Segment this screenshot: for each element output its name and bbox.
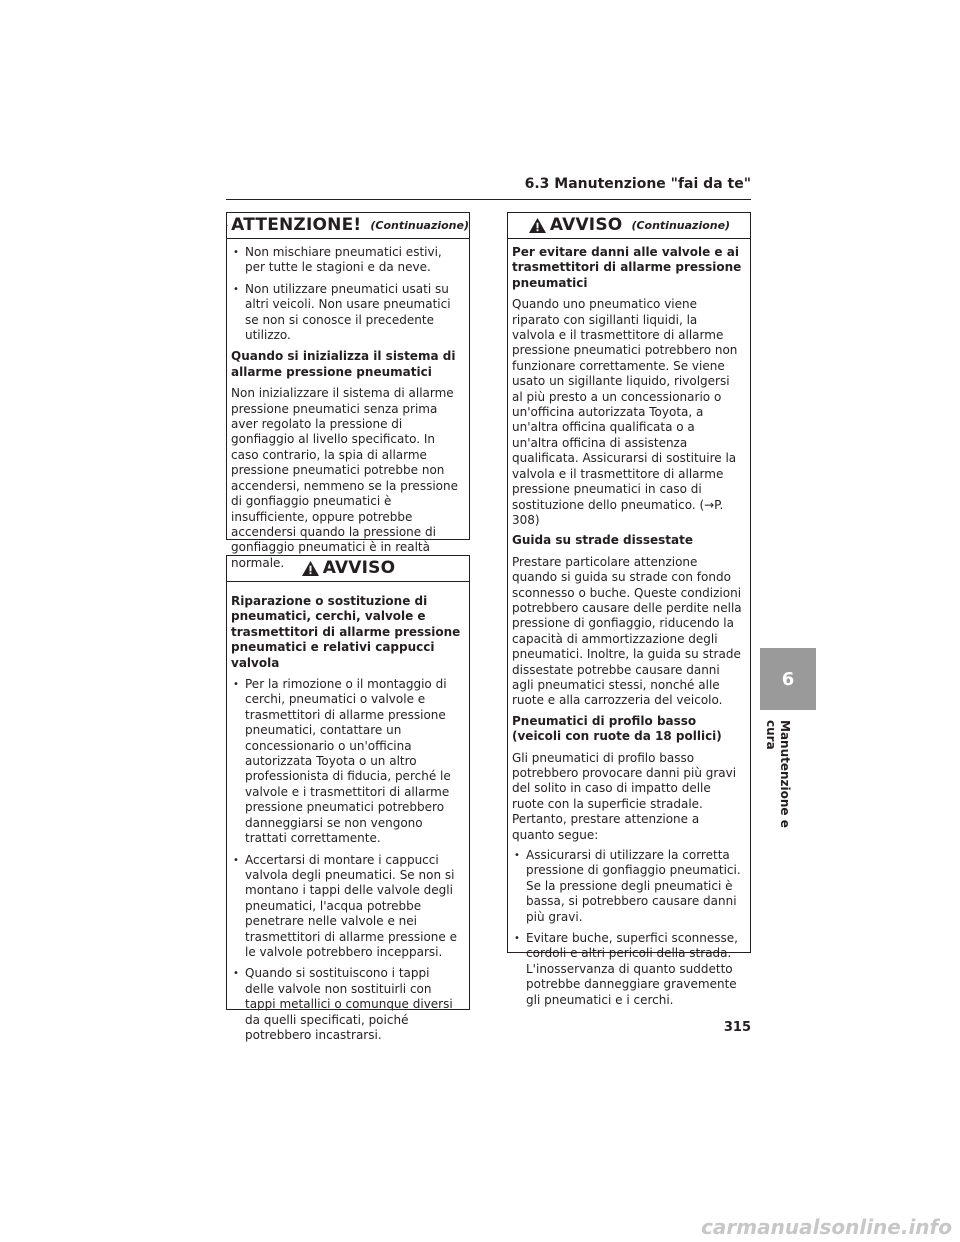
notice-left-bullet-1: • Per la rimozione o il montaggio di cerchi, pneumatici o valvole e trasmettitori di allarme pressione pneumatici, contattare un concessionario o un'officina autorizzata Toyota o un altro professionista di fiducia, perché le valvole e i trasmettitori di allarme pressione pneumatici potrebbero danneggiarsi se non vengono trattati correttamente. xyxy=(231,677,461,846)
notice-left-bullet-3: • Quando si sostituiscono i tappi delle valvole non sostituirli con tappi metallici o comunque diversi da quelli specificati, poiché potrebbero incastrarsi. xyxy=(231,966,461,1043)
chapter-tab: 6 xyxy=(760,648,816,710)
header-rule xyxy=(226,199,751,200)
notice-right-title: AVVISO xyxy=(549,214,623,235)
notice-right-heading-3a: Pneumatici di profilo basso xyxy=(512,713,697,728)
notice-right-subtitle: (Continuazione) xyxy=(631,218,731,232)
notice-right-heading-1: Per evitare danni alle valvole e ai trasmettitori di allarme pressione pneumatici xyxy=(512,245,742,290)
notice-box-right-title xyxy=(508,213,750,239)
warning-subtitle: (Continuazione) xyxy=(370,218,469,232)
notice-left-bullet-2: • Accertarsi di montare i cappucci valvola degli pneumatici. Se non si montano i tappi delle valvole degli pneumatici, l'acqua potrebbe penetrare nelle valvole e nei trasmettitori di allarme pressione e le valvole potrebbero incepparsi. xyxy=(231,853,461,961)
section-header: 6.3 Manutenzione "fai da te" xyxy=(524,176,751,192)
notice-box-left xyxy=(226,555,470,1042)
notice-left-title: AVVISO xyxy=(322,557,396,578)
notice-box-left-title xyxy=(227,556,469,582)
notice-right-text-1: Quando uno pneumatico viene riparato con sigillanti liquidi, la valvola e il trasmettitore di allarme pressione pneumatici potrebbero non funzionare correttamente. Se viene usato un sigillante liquido, rivolgersi al più presto a un concessionario o un'officina autorizzata Toyota, a un'altra officina qualificata o a un'altra officina di assistenza qualificata. Assicurarsi di sostituire la valvola e il trasmettitore di allarme pressione pneumatici in caso di sostituzione dello pneumatico. (→P. 308) xyxy=(512,297,738,527)
notice-right-text-2: Prestare particolare attenzione quando si guida su strade con fondo sconnesso o buche. Queste condizioni potrebbero causare delle perdite nella pressione di gonfiaggio, riducendo la capacità di ammortizzazione degli pneumatici. Inoltre, la guida su strade dissestate potrebbe causare danni agli pneumatici stessi, nonché alle ruote e alla carrozzeria del veicolo. xyxy=(512,554,742,708)
notice-right-heading-3b: (veicoli con ruote da 18 pollici) xyxy=(512,729,722,744)
notice-right-bullet-2: • Evitare buche, superfici sconnesse, cordoli e altri pericoli della strada. L'inosservanza di quanto suddetto potrebbe danneggiare gravemente gli pneumatici e i cerchi. xyxy=(512,931,742,1008)
notice-box-right xyxy=(507,212,751,1007)
notice-right-text-3: Gli pneumatici di profilo basso potrebbero provocare danni più gravi del solito in caso di impatto delle ruote con la superficie stradale. Pertanto, prestare attenzione a quanto segue: xyxy=(512,750,737,842)
chapter-label: Manutenzione e cura xyxy=(764,720,792,828)
warning-bullet-1: • Non mischiare pneumatici estivi, per tutte le stagioni e da neve. xyxy=(231,245,461,276)
notice-right-heading-2: Guida su strade dissestate xyxy=(512,533,694,548)
warning-heading: Quando si inizializza il sistema di allarme pressione pneumatici xyxy=(231,349,456,379)
warning-title: ATTENZIONE! xyxy=(231,214,362,235)
warning-box-title xyxy=(227,213,469,239)
page-number: 315 xyxy=(723,1020,751,1035)
notice-left-heading: Riparazione o sostituzione di pneumatici, cerchi, valvole e trasmettitori di allarme pressione pneumatici e relativi cappucci valvola xyxy=(231,594,461,670)
warning-bullet-2: • Non utilizzare pneumatici usati su altri veicoli. Non usare pneumatici se non si conosce il precedente utilizzo. xyxy=(231,282,461,344)
notice-triangle-icon xyxy=(301,560,320,577)
watermark: carmanualsonline.info xyxy=(701,1215,952,1239)
warning-text: Non inizializzare il sistema di allarme pressione pneumatici senza prima aver regolato la pressione di gonfiaggio al livello specificato. In caso contrario, la spia di allarme pressione pneumatici potrebbe non accendersi, nemmeno se la pressione di gonfiaggio pneumatici è insufficiente, oppure potrebbe accendersi quando la pressione di gonfiaggio pneumatici è in realtà normale. xyxy=(231,386,458,570)
notice-triangle-icon xyxy=(528,217,547,234)
notice-right-bullet-1: • Assicurarsi di utilizzare la corretta pressione di gonfiaggio pneumatici. Se la pressione degli pneumatici è bassa, si potrebbero causare danni più gravi. xyxy=(512,848,742,925)
warning-triangle-icon xyxy=(227,217,228,234)
